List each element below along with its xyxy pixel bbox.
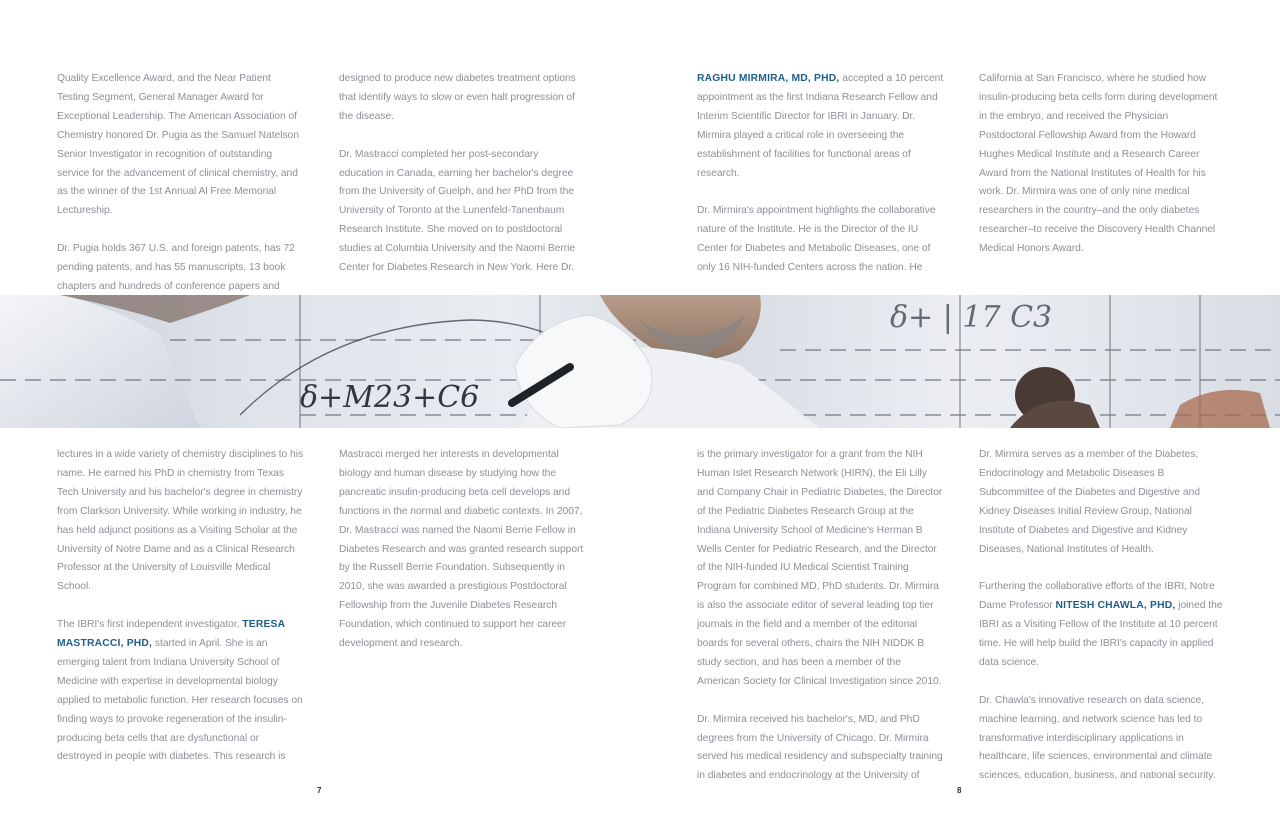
text-column-4-bottom: [979, 446, 1227, 786]
text-column-4-top: [979, 70, 1227, 259]
paragraph: Dr. Pugia holds 367 U.S. and foreign patents, has 72 pending patents, and has 55 manuscripts, 13 book chapters and hundreds of conference papers and: [57, 243, 295, 292]
paragraph: Dr. Mastracci completed her post-secondary education in Canada, earning her bachelor's degree from the University of Guelph, and her PhD from the University of Toronto at the Lunenfeld-Tanenbaum Research Institute. She moved on to postdoctoral studies at Columbia University and the Naomi Berrie Center for Diabetes Research in New York. Here Dr.: [339, 148, 576, 274]
text-column-3-bottom: [697, 446, 945, 786]
paragraph: Dr. Chawla's innovative research on data science, machine learning, and network science has led to transformative interdisciplinary applications in healthcare, life sciences, environmental and climate sciences, education, business, and national security.: [979, 694, 1216, 782]
paragraph: Dr. Mirmira received his bachelor's, MD, and PhD degrees from the University of Chicago. Dr. Mirmira served his medical residency and subspecialty training in diabetes and endocrinology at the University of: [697, 713, 943, 782]
paragraph: is the primary investigator for a grant from the NIH Human Islet Research Network (HIRN), the Eli Lilly and Company Chair in Pediatric Diabetes, the Director of the Pediatric Diabetes Research Group at the Indiana University School of Medicine's Herman B Wells Center for Pediatric Research, and the Director of the NIH-funded IU Medical Scientist Training Program for combined MD, PhD students. Dr. Mirmira is also the associate editor of several leading top tier journals in the field and a member of the editorial boards for several others, chairs the NIH NIDDK B study section, and has been a member of the American Society for Clinical Investigation since 2010.: [697, 449, 943, 687]
paragraph-text: joined the IBRI as a Visiting Fellow of the Institute at 10 percent time. He will help build the IBRI's capacity in applied data science.: [979, 600, 1223, 668]
paragraph-text: The IBRI's first independent investigator,: [57, 619, 243, 631]
paragraph-text: started in April. She is an emerging talent from Indiana University School of Medicine with expertise in developmental biology applied to metabolic function. Her research focuses on finding ways to provoke regeneration of the insulin-producing beta cells that are dysfunctional or destroyed in people with diabetes. This research is: [57, 638, 303, 763]
formula-right: δ+ | 17 C3: [890, 300, 1053, 335]
paragraph: Dr. Mirmira serves as a member of the Diabetes, Endocrinology and Metabolic Diseases B Subcommittee of the Diabetes and Digestive and Kidney Diseases Initial Review Group, National Institute of Diabetes and Digestive and Kidney Diseases, National Institutes of Health.: [979, 449, 1200, 555]
paragraph-text: accepted a 10 percent appointment as the first Indiana Research Fellow and Interim Scientific Director for IBRI in January. Dr. Mirmira played a critical role in overseeing the establishment of facilities for functional areas of research.: [697, 73, 944, 179]
person-name-mastracci: TERESA MASTRACCI, PHD,: [57, 619, 285, 650]
paragraph: [697, 70, 945, 183]
paragraph: lectures in a wide variety of chemistry disciplines to his name. He earned his PhD in chemistry from Texas Tech University and his bachelor's degree in chemistry from Clarkson University. While working in industry, he has held adjunct positions as a Visiting Scholar at the University of Notre Dame and as a Clinical Research Professor at the University of Louisville Medical School.: [57, 449, 304, 593]
paragraph: designed to produce new diabetes treatment options that identify ways to slow or even halt progression of the disease.: [339, 73, 576, 122]
person-name-mirmira: RAGHU MIRMIRA, MD, PHD,: [697, 73, 840, 84]
lab-photo-illustration: [0, 295, 1280, 428]
text-column-2-top: [339, 70, 585, 278]
lab-photo-banner: [0, 295, 1280, 428]
formula-left: δ+M23+C6: [300, 380, 480, 415]
text-column-3-top: [697, 70, 945, 278]
text-column-1-bottom: [57, 446, 304, 767]
text-column-1-top: [57, 70, 304, 297]
paragraph: Mastracci merged her interests in developmental biology and human disease by studying how the pancreatic insulin-producing beta cell develops and functions in the normal and diabetic contexts. In 2007, Dr. Mastracci was named the Naomi Berrie Fellow in Diabetes Research and was granted research support by the Russell Berrie Foundation. Subsequently in 2010, she was awarded a prestigious Postdoctoral Fellowship from the Juvenile Diabetes Research Foundation, which continued to support her career development and research.: [339, 449, 584, 650]
paragraph-text: Furthering the collaborative efforts of the IBRI, Notre Dame Professor: [979, 581, 1215, 612]
paragraph: California at San Francisco, where he studied how insulin-producing beta cells form during development in the embryo, and received the Physician Postdoctoral Fellowship Award from the Howard Hughes Medical Institute and a Research Career Award from the National Institutes of Health for his work. Dr. Mirmira was one of only nine medical researchers in the country–and the only diabetes researcher–to receive the Discovery Health Channel Medical Honors Award.: [979, 73, 1218, 255]
paragraph: Quality Excellence Award, and the Near Patient Testing Segment, General Manager Award for Exceptional Leadership. The American Association of Chemistry honored Dr. Pugia as the Samuel Natelson Senior Investigator in recognition of outstanding service for the advancement of clinical chemistry, and as the winner of the 1st Annual Al Free Memorial Lectureship.: [57, 73, 299, 217]
paragraph: [57, 616, 304, 767]
paragraph: Dr. Mirmira's appointment highlights the collaborative nature of the Institute. He is the Director of the IU Center for Diabetes and Metabolic Diseases, one of only 16 NIH-funded Centers across the nation. He: [697, 205, 936, 274]
page-number-right: 8: [957, 786, 962, 795]
text-column-2-bottom: [339, 446, 585, 654]
person-name-chawla: NITESH CHAWLA, PHD,: [1055, 600, 1176, 612]
paragraph: [979, 578, 1227, 673]
page-number-left: 7: [317, 786, 322, 795]
